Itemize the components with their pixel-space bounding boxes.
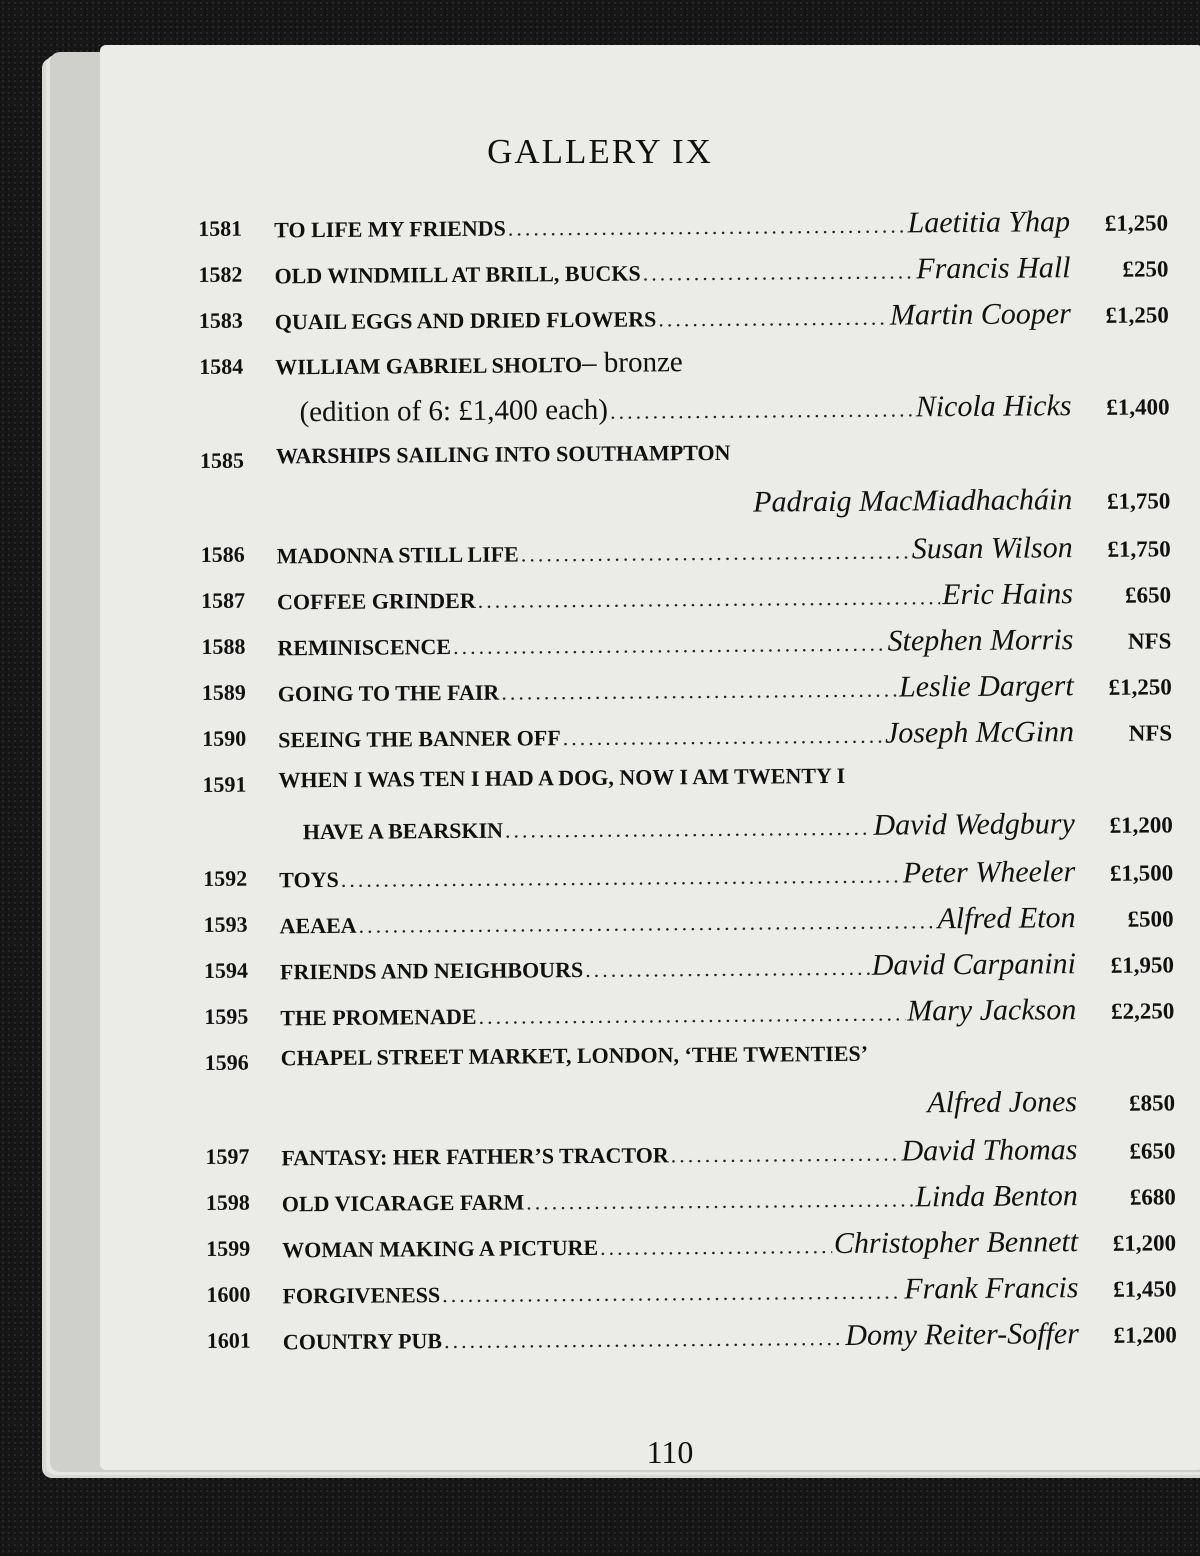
dot-leader (478, 584, 941, 614)
entry-artist: Joseph McGinn (884, 715, 1075, 750)
catalog-entry (202, 668, 1172, 722)
entry-title: FANTASY: HER FATHER’S TRACTOR (281, 1142, 669, 1171)
entry-artist: Eric Hains (942, 577, 1074, 612)
entry-price: £1,950 (1110, 952, 1175, 978)
entry-title: WHEN I WAS TEN I HAD A DOG, NOW I AM TWENTY I (278, 762, 846, 793)
entry-artist: Linda Benton (915, 1179, 1078, 1214)
entry-artist: Francis Hall (916, 251, 1071, 286)
dot-leader (671, 1141, 900, 1169)
entry-price: £1,500 (1109, 860, 1174, 886)
entry-artist: Susan Wilson (911, 531, 1073, 566)
entry-title: OLD VICARAGE FARM (281, 1189, 525, 1217)
entry-price: £2,250 (1110, 998, 1175, 1024)
entry-artist: Christopher Bennett (833, 1225, 1079, 1261)
entry-artist: David Wedgbury (873, 807, 1075, 842)
catalog-entry (203, 900, 1173, 954)
gallery-title: GALLERY IX (487, 132, 713, 171)
entry-number: 1587 (200, 587, 246, 613)
entry-artist: Stephen Morris (887, 623, 1074, 658)
entry-price: £650 (1129, 1138, 1176, 1164)
entry-price: £680 (1129, 1184, 1176, 1210)
catalog-entry (206, 1178, 1176, 1232)
entry-title: REMINISCENCE (277, 634, 452, 661)
entry-price: £1,750 (1107, 536, 1171, 562)
dot-leader (526, 1186, 913, 1215)
dot-leader (444, 1325, 844, 1354)
catalog-entry (198, 204, 1168, 258)
dot-leader (478, 1000, 905, 1029)
dot-leader (508, 212, 906, 241)
entry-number: 1593 (203, 911, 248, 937)
entry-title-continued: HAVE A BEARSKIN (302, 817, 504, 845)
entry-price: £1,200 (1109, 812, 1173, 838)
entry-artist: Leslie Dargert (898, 669, 1074, 704)
entry-number: 1594 (203, 957, 249, 983)
dot-leader (610, 396, 914, 424)
entry-artist: Mary Jackson (907, 993, 1077, 1028)
catalog-entry-continuation (205, 1084, 1175, 1140)
catalog-entry (201, 622, 1171, 676)
entry-title: CHAPEL STREET MARKET, LONDON, ‘THE TWENTIES’ (280, 1040, 869, 1071)
page-number: 110 (646, 1434, 694, 1470)
entry-title: TOYS (279, 866, 339, 893)
catalog-entry (202, 760, 1172, 814)
catalog-entry (206, 1224, 1176, 1278)
catalog-entry (204, 946, 1174, 1000)
catalog-entry (199, 342, 1169, 396)
dot-leader (359, 908, 936, 939)
dot-leader (600, 1233, 832, 1261)
dot-leader (453, 631, 886, 660)
entry-number: 1586 (200, 541, 245, 567)
entry-price: NFS (1127, 628, 1172, 654)
entry-title: TO LIFE MY FRIENDS (274, 215, 506, 243)
entry-artist: Laetitia Yhap (907, 205, 1071, 240)
entry-number: 1591 (202, 771, 247, 797)
entry-title: WARSHIPS SAILING INTO SOUTHAMPTON (275, 439, 731, 469)
entry-number: 1582 (198, 261, 243, 287)
entry-number: 1595 (204, 1003, 249, 1029)
catalog-entry (201, 576, 1171, 630)
catalog-entry (206, 1270, 1176, 1324)
entry-title: COUNTRY PUB (282, 1328, 443, 1355)
entry-edition-note: (edition of 6: £1,400 each) (299, 393, 609, 429)
dot-leader (442, 1279, 902, 1309)
entry-number: 1600 (206, 1281, 251, 1307)
entry-title: COFFEE GRINDER (276, 587, 476, 615)
entry-artist: Frank Francis (904, 1271, 1079, 1306)
entry-artist: Alfred Jones (927, 1085, 1078, 1120)
catalog-list (198, 204, 1177, 1370)
catalog-entry-continuation (199, 388, 1169, 444)
catalog-entry-continuation (203, 806, 1173, 862)
dot-leader (658, 305, 888, 333)
entry-title: WOMAN MAKING A PICTURE (282, 1234, 599, 1263)
entry-price: £1,200 (1113, 1322, 1177, 1348)
entry-number: 1598 (205, 1189, 250, 1215)
entry-price: £1,250 (1104, 210, 1169, 236)
entry-artist: David Thomas (901, 1133, 1078, 1168)
catalog-entry (205, 1132, 1175, 1186)
entry-number: 1597 (205, 1143, 250, 1169)
entry-price: £1,200 (1112, 1230, 1177, 1256)
entry-number: 1588 (201, 633, 246, 659)
entry-title: AEAEA (279, 912, 357, 939)
entry-number: 1601 (206, 1327, 251, 1353)
entry-artist: Nicola Hicks (915, 389, 1072, 424)
entry-number: 1590 (202, 725, 247, 751)
entry-number: 1585 (199, 447, 245, 473)
entry-title: SEEING THE BANNER OFF (278, 725, 561, 753)
entry-artist: Padraig MacMiadhacháin (753, 483, 1073, 519)
entry-number: 1581 (198, 215, 243, 241)
catalog-entry (207, 1316, 1177, 1370)
entry-title: THE PROMENADE (280, 1003, 477, 1031)
entry-artist: Alfred Eton (937, 901, 1076, 936)
entry-price: £1,400 (1106, 394, 1170, 420)
catalog-entry (200, 436, 1170, 490)
entry-medium: – bronze (581, 346, 683, 379)
entry-artist: Martin Cooper (889, 297, 1071, 332)
dot-leader (585, 955, 870, 983)
entry-title: FORGIVENESS (282, 1282, 441, 1309)
entry-title: OLD WINDMILL AT BRILL, BUCKS (274, 260, 641, 289)
entry-price: £1,750 (1106, 488, 1171, 514)
entry-title: MADONNA STILL LIFE (276, 541, 519, 569)
entry-price: £1,450 (1113, 1276, 1177, 1302)
entry-artist: David Carpanini (871, 947, 1077, 982)
entry-title: WILLIAM GABRIEL SHOLTO (275, 351, 583, 380)
entry-price: £1,250 (1108, 674, 1172, 700)
catalog-entry (199, 296, 1169, 350)
entry-number: 1596 (204, 1049, 249, 1075)
dot-leader (563, 723, 883, 752)
dot-leader (341, 863, 901, 893)
catalog-entry (201, 530, 1171, 584)
entry-number: 1592 (203, 865, 248, 891)
entry-price: £850 (1128, 1090, 1176, 1116)
catalog-entry (203, 854, 1173, 908)
entry-price: £500 (1127, 906, 1174, 932)
entry-title: QUAIL EGGS AND DRIED FLOWERS (274, 306, 657, 335)
entry-price: NFS (1128, 720, 1173, 746)
entry-title: FRIENDS AND NEIGHBOURS (279, 956, 584, 985)
catalog-entry (204, 992, 1174, 1046)
entry-number: 1584 (199, 353, 244, 379)
entry-number: 1599 (206, 1235, 251, 1261)
dot-leader (505, 815, 872, 844)
entry-artist: Peter Wheeler (902, 855, 1076, 890)
entry-artist: Domy Reiter-Soffer (845, 1317, 1079, 1352)
entry-price: £250 (1122, 256, 1169, 282)
entry-number: 1583 (198, 307, 243, 333)
dot-leader (501, 677, 897, 706)
entry-number: 1589 (201, 679, 246, 705)
catalog-entry (198, 250, 1168, 304)
catalog-entry-continuation (200, 482, 1170, 538)
catalog-entry (202, 714, 1172, 768)
dot-leader (521, 538, 910, 567)
entry-price: £650 (1124, 582, 1172, 608)
dot-leader (643, 258, 915, 286)
entry-price: £1,250 (1105, 302, 1169, 328)
catalog-entry (205, 1038, 1175, 1092)
entry-title: GOING TO THE FAIR (277, 679, 500, 707)
